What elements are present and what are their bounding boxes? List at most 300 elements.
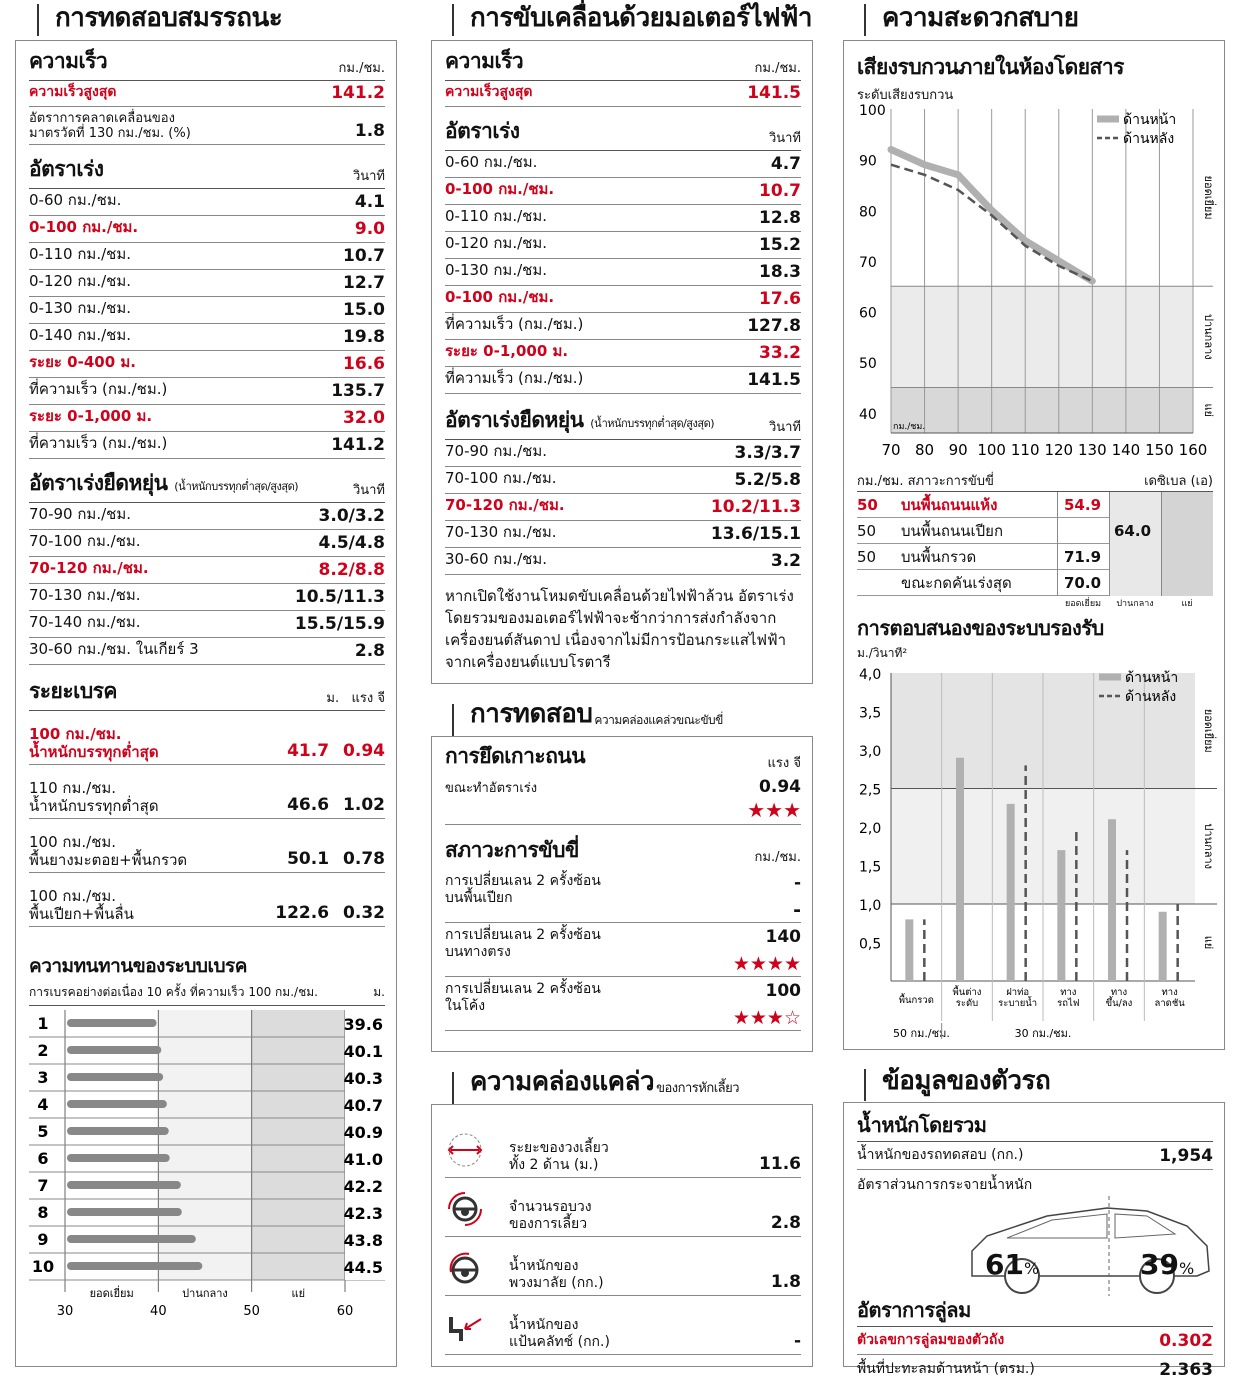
x-tick-label: 140 xyxy=(1111,441,1141,459)
brake-unit-m: ม. xyxy=(326,691,340,706)
y-tick-label: 2,5 xyxy=(859,782,882,799)
data-row xyxy=(29,557,385,584)
legend-rear-label: ด้านหลัง xyxy=(1123,131,1175,147)
speed-unit: กม./ชม. xyxy=(338,61,385,76)
legend-rear-label: ด้านหลัง xyxy=(1125,689,1177,705)
row-label: 0-130 กม./ชม. xyxy=(445,261,547,279)
row-value: 32.0 xyxy=(343,408,385,428)
row-label: 0-120 กม./ชม. xyxy=(445,234,547,252)
category-label: ทาง xyxy=(1110,987,1128,998)
deviation-line-2: มาตรวัดที่ 130 กม./ชม. (%) xyxy=(29,126,191,141)
flex-section-title xyxy=(29,471,385,503)
zone-average xyxy=(891,286,1193,387)
weight-title: น้ำหนักโดยรวม xyxy=(857,1109,1213,1142)
y-tick-label: 60 xyxy=(859,305,877,322)
brake-row-label xyxy=(29,779,159,815)
noise-db-excellent xyxy=(1057,518,1109,544)
zone-label: ยอดเยี่ยม xyxy=(1202,175,1215,220)
performance-box xyxy=(15,40,397,1367)
row-value: 18.3 xyxy=(759,262,801,282)
cond-unit: กม./ชม. xyxy=(754,850,801,865)
brake-speed: 100 กม./ชม. xyxy=(29,725,122,743)
brake-g: 0.94 xyxy=(343,741,385,761)
agility-box xyxy=(431,736,813,1052)
brake-values xyxy=(275,903,385,923)
row-value: 3.0/3.2 xyxy=(318,506,385,526)
x-tick-label: 70 xyxy=(881,441,901,459)
row-value: 10.5/11.3 xyxy=(294,587,385,607)
data-row xyxy=(29,638,385,665)
row-label: ที่ความเร็ว (กม./ชม.) xyxy=(29,380,168,398)
row-value: 141.5 xyxy=(747,370,801,390)
brake-g: 0.78 xyxy=(343,849,385,869)
brake-condition: น้ำหนักบรรทุกต่ำสุด xyxy=(29,797,159,815)
brake-row xyxy=(29,873,385,927)
y-tick-label: 90 xyxy=(859,153,877,170)
cond-stars: ★★★☆ xyxy=(732,1007,801,1029)
noise-h-db: เดซิเบล (เอ) xyxy=(1144,474,1213,489)
brake-run-label: 4 xyxy=(37,1095,49,1114)
weight-rear-pct xyxy=(1140,1248,1194,1281)
endurance-value: 40.9 xyxy=(343,1123,383,1142)
row-value: 4.5/4.8 xyxy=(318,533,385,553)
row-label: 0-130 กม./ชม. xyxy=(29,299,131,317)
cond-label xyxy=(445,981,601,1028)
x-unit-small: กม./ชม. xyxy=(893,422,926,432)
brake-speed: 100 กม./ชม. xyxy=(29,887,117,905)
data-row xyxy=(445,467,801,494)
data-row xyxy=(445,205,801,232)
noise-db-excellent: 54.9 xyxy=(1057,492,1109,518)
weight-value: 1,954 xyxy=(1159,1146,1213,1166)
data-row xyxy=(445,151,801,178)
zone-label: ปานกลาง xyxy=(1202,823,1215,870)
endurance-value: 44.5 xyxy=(343,1258,383,1277)
row-label: ที่ความเร็ว (กม./ชม.) xyxy=(29,434,168,452)
data-row xyxy=(445,286,801,313)
noise-table-header xyxy=(857,470,1213,492)
data-row xyxy=(445,440,801,467)
axis-tick-label: 60 xyxy=(336,1304,354,1319)
grip-value: 0.94 xyxy=(759,777,801,797)
category-label: พื้นกรวด xyxy=(898,995,934,1006)
steer-line-2: พวงมาลัย (กก.) xyxy=(509,1275,604,1291)
brake-run-label: 9 xyxy=(37,1230,49,1249)
e-accel-table xyxy=(445,151,801,394)
noise-cond: บนพื้นถนนแห้ง xyxy=(901,495,998,514)
grip-stars: ★★★ xyxy=(445,798,801,825)
noise-table xyxy=(857,470,1213,610)
steer-line-1: ระยะของวงเลี้ยว xyxy=(509,1140,609,1156)
speed-section-title xyxy=(29,49,385,81)
endurance-value: 41.0 xyxy=(343,1150,383,1169)
zone-label: แย่ xyxy=(1202,935,1215,950)
endurance-bar xyxy=(67,1100,167,1108)
brake-run-label: 8 xyxy=(37,1203,49,1222)
category-label: ระดับ xyxy=(955,998,979,1009)
steer-line-2: ทั้ง 2 ด้าน (ม.) xyxy=(509,1157,599,1173)
steer-label xyxy=(509,1317,794,1351)
noise-h-speed: กม./ชม. xyxy=(857,474,904,489)
x-tick-label: 90 xyxy=(948,441,968,459)
x-tick-label: 160 xyxy=(1178,441,1208,459)
data-row xyxy=(445,313,801,340)
flex-table xyxy=(29,503,385,665)
brake-condition: พื้นยางมะตอย+พื้นกรวด xyxy=(29,851,188,869)
category-label: รถไฟ xyxy=(1057,998,1080,1009)
brake-table xyxy=(29,711,385,927)
brake-values xyxy=(287,849,385,869)
data-row xyxy=(29,611,385,638)
cond-values xyxy=(733,927,801,974)
row-label: 0-60 กม./ชม. xyxy=(29,191,122,209)
row-value: 3.2 xyxy=(770,551,801,571)
weight-row xyxy=(857,1142,1213,1170)
electric-header xyxy=(452,0,812,38)
y-tick-label: 100 xyxy=(859,103,886,119)
row-label: ที่ความเร็ว (กม./ชม.) xyxy=(445,315,584,333)
susp-unit: ม./วินาที² xyxy=(857,646,908,660)
brake-section-title xyxy=(29,679,385,711)
flex-unit: วินาที xyxy=(352,483,385,498)
electric-box xyxy=(431,40,813,684)
endurance-value: 39.6 xyxy=(343,1015,383,1034)
row-value: 135.7 xyxy=(331,381,385,401)
data-row xyxy=(445,521,801,548)
steer-label xyxy=(509,1140,759,1174)
zone-label: ยอดเยี่ยม xyxy=(89,1287,134,1300)
data-row xyxy=(29,216,385,243)
noise-db-average xyxy=(1109,492,1161,518)
x-tick-label: 80 xyxy=(915,441,935,459)
cond-values xyxy=(793,873,801,920)
brake-speed: 100 กม./ชม. xyxy=(29,833,117,851)
brake-speed: 110 กม./ชม. xyxy=(29,779,117,797)
endurance-subtitle-row xyxy=(29,983,385,1006)
row-label: 30-60 กม./ชม. ในเกียร์ 3 xyxy=(29,640,199,658)
brake-unit-g: แรง จี xyxy=(351,691,385,706)
frontal-area-row xyxy=(857,1355,1213,1383)
cond-label xyxy=(445,873,601,920)
brake-run-label: 2 xyxy=(37,1041,49,1060)
brake-run-label: 1 xyxy=(37,1014,49,1033)
x-tick-label: 130 xyxy=(1078,441,1107,459)
steering-weight-icon xyxy=(445,1248,489,1292)
steer-line-1: น้ำหนักของ xyxy=(509,1258,579,1274)
e-speed-unit: กม./ชม. xyxy=(754,61,801,76)
accel-title: อัตราเร่ง xyxy=(29,157,104,181)
endurance-chart xyxy=(29,1006,385,1326)
steering-turns-icon xyxy=(445,1189,489,1233)
endurance-bar xyxy=(67,1181,181,1189)
susp-chart xyxy=(857,663,1213,1048)
brake-row-label xyxy=(29,887,134,923)
cond-label xyxy=(445,927,601,974)
row-value: 33.2 xyxy=(759,343,801,363)
flex-title: อัตราเร่งยืดหยุ่น xyxy=(29,471,168,495)
y-tick-label: 0,5 xyxy=(859,936,882,953)
row-value: 3.3/3.7 xyxy=(734,443,801,463)
speed-title: ความเร็ว xyxy=(29,49,108,73)
data-row xyxy=(29,432,385,459)
data-row xyxy=(29,297,385,324)
top-speed-row xyxy=(29,81,385,107)
steer-row xyxy=(445,1296,801,1355)
cond-line-2: บนทางตรง xyxy=(445,944,511,960)
cd-label: ตัวเลขการลู่ลมของตัวถัง xyxy=(857,1332,1005,1348)
e-top-speed-value: 141.5 xyxy=(747,83,801,103)
noise-table-row xyxy=(857,570,1213,596)
noise-db-poor xyxy=(1161,570,1213,596)
brake-condition: น้ำหนักบรรทุกต่ำสุด xyxy=(29,743,159,761)
noise-footer-spacer xyxy=(857,596,1057,610)
weight-front-value: 61 xyxy=(985,1248,1024,1281)
frontal-area-value: 2.363 xyxy=(1159,1360,1213,1380)
brake-run-label: 10 xyxy=(31,1257,55,1276)
e-flex-table xyxy=(445,440,801,575)
zone-label: ปานกลาง xyxy=(182,1287,228,1300)
data-row xyxy=(29,503,385,530)
accel-table xyxy=(29,189,385,459)
noise-table-header-left xyxy=(857,470,994,491)
steer-value: 1.8 xyxy=(770,1272,801,1292)
data-row xyxy=(29,189,385,216)
weight-rear-value: 39 xyxy=(1140,1248,1179,1281)
data-row xyxy=(445,494,801,521)
noise-footer-label: ยอดเยี่ยม xyxy=(1064,599,1102,609)
e-flex-subtitle: (น้ำหนักบรรทุกต่ำสุด/สูงสุด) xyxy=(590,417,715,430)
brake-row-label xyxy=(29,725,159,761)
endurance-bar xyxy=(67,1073,163,1081)
cond-table xyxy=(445,869,801,1031)
noise-table-footer xyxy=(857,596,1213,610)
steer-label xyxy=(509,1199,771,1233)
row-value: 4.7 xyxy=(770,154,801,174)
cond-row xyxy=(445,923,801,977)
car-illustration xyxy=(857,1196,1213,1298)
row-label: 70-140 กม./ชม. xyxy=(29,613,141,631)
noise-db-excellent: 70.0 xyxy=(1057,570,1109,596)
noise-db-excellent: 71.9 xyxy=(1057,544,1109,570)
data-row xyxy=(29,584,385,611)
grip-unit: แรง จี xyxy=(767,756,801,771)
endurance-bar xyxy=(67,1046,161,1054)
cond-row xyxy=(445,869,801,923)
cd-row xyxy=(857,1327,1213,1355)
speed-label-30: 30 กม./ชม. xyxy=(1014,1027,1072,1040)
weight-label: น้ำหนักของรถทดสอบ (กก.) xyxy=(857,1147,1024,1163)
e-accel-title: อัตราเร่ง xyxy=(445,119,520,143)
endurance-value: 42.3 xyxy=(343,1204,383,1223)
e-flex-section-title xyxy=(445,408,801,440)
clutch-pedal-icon xyxy=(445,1307,489,1351)
row-value: 19.8 xyxy=(343,327,385,347)
e-accel-section-title xyxy=(445,119,801,151)
endurance-bar xyxy=(67,1154,170,1162)
flex-subtitle: (น้ำหนักบรรทุกต่ำสุด/สูงสุด) xyxy=(174,480,299,493)
grip-title: การยึดเกาะถนน xyxy=(445,744,586,768)
agility-header-big: การทดสอบ xyxy=(470,699,593,729)
endurance-unit: ม. xyxy=(373,985,385,999)
steer-row xyxy=(445,1237,801,1296)
brake-g: 0.32 xyxy=(343,903,385,923)
zone-label: แย่ xyxy=(291,1287,306,1300)
axis-tick-label: 50 xyxy=(243,1304,260,1319)
noise-db-average xyxy=(1109,570,1161,596)
row-value: 13.6/15.1 xyxy=(710,524,801,544)
electric-header-text: การขับเคลื่อนด้วยมอเตอร์ไฟฟ้า xyxy=(470,3,813,33)
row-label: 70-90 กม./ชม. xyxy=(29,505,131,523)
steer-header-small: ของการหักเลี้ยว xyxy=(656,1081,740,1096)
brake-run-label: 7 xyxy=(37,1176,49,1195)
steer-row xyxy=(445,1178,801,1237)
vehicle-data-box xyxy=(843,1102,1225,1380)
endurance-value: 42.2 xyxy=(343,1177,383,1196)
data-row xyxy=(29,324,385,351)
row-label: 70-90 กม./ชม. xyxy=(445,442,547,460)
row-value: 10.2/11.3 xyxy=(710,497,801,517)
cond-value: 100 xyxy=(765,981,801,1001)
noise-db-average: 64.0 xyxy=(1109,518,1161,544)
cond-line-2: ในโค้ง xyxy=(445,998,486,1014)
grip-label: ขณะทำอัตราเร่ง xyxy=(445,781,538,796)
cond-line-2: บนพื้นเปียก xyxy=(445,890,513,906)
noise-footer-label: ปานกลาง xyxy=(1116,599,1154,609)
row-value: 16.6 xyxy=(343,354,385,374)
row-label: ระยะ 0-1,000 ม. xyxy=(445,342,569,360)
y-tick-label: 40 xyxy=(859,406,877,423)
noise-speed: 50 xyxy=(857,547,877,566)
brake-run-label: 3 xyxy=(37,1068,49,1087)
cond-stars: - xyxy=(793,899,801,921)
data-row xyxy=(29,243,385,270)
cond-line-1: การเปลี่ยนเลน 2 ครั้งซ้อน xyxy=(445,927,601,943)
performance-header-text: การทดสอบสมรรถนะ xyxy=(55,3,283,33)
row-label: 0-100 กม./ชม. xyxy=(445,288,555,306)
category-label: ลาดชัน xyxy=(1154,998,1185,1009)
vehicle-data-header xyxy=(864,1065,1224,1101)
zone-poor xyxy=(891,387,1193,433)
weight-front-pct-sign: % xyxy=(1023,1259,1040,1278)
y-tick-label: 50 xyxy=(859,356,877,373)
row-label: 70-130 กม./ชม. xyxy=(445,523,557,541)
brake-title: ระยะเบรค xyxy=(29,679,117,703)
brake-values xyxy=(287,741,385,761)
y-tick-label: 2,0 xyxy=(859,821,882,837)
vehicle-data-header-text: ข้อมูลของตัวรถ xyxy=(882,1066,1051,1096)
row-value: 141.2 xyxy=(331,435,385,455)
row-label: ระยะ 0-1,000 ม. xyxy=(29,407,153,425)
row-value: 15.2 xyxy=(759,235,801,255)
data-row xyxy=(29,530,385,557)
cond-value: - xyxy=(793,873,801,893)
susp-title: การตอบสนองของระบบรองรับ xyxy=(857,616,1104,640)
steer-row xyxy=(445,1119,801,1178)
cond-section-title xyxy=(445,837,801,869)
grip-row xyxy=(445,777,801,798)
row-label: 0-120 กม./ชม. xyxy=(29,272,131,290)
x-tick-label: 120 xyxy=(1044,441,1074,459)
cond-title: สภาวะการขับขี่ xyxy=(445,838,579,862)
cond-row xyxy=(445,977,801,1031)
endurance-value: 40.3 xyxy=(343,1069,383,1088)
endurance-bar xyxy=(67,1208,182,1216)
noise-db-average xyxy=(1109,544,1161,570)
x-tick-label: 110 xyxy=(1010,441,1040,459)
cond-line-1: การเปลี่ยนเลน 2 ครั้งซ้อน xyxy=(445,981,601,997)
steer-line-2: ของการเลี้ยว xyxy=(509,1216,588,1232)
data-row xyxy=(29,351,385,378)
row-label: 0-110 กม./ชม. xyxy=(29,245,131,263)
row-label: 30-60 กม./ชม. xyxy=(445,550,547,568)
row-value: 8.2/8.8 xyxy=(318,560,385,580)
brake-values xyxy=(287,795,385,815)
car-icon xyxy=(857,1196,1213,1298)
brake-row xyxy=(29,819,385,873)
noise-table-row xyxy=(857,544,1213,570)
top-speed-value: 141.2 xyxy=(331,83,385,103)
cond-line-1: การเปลี่ยนเลน 2 ครั้งซ้อน xyxy=(445,873,601,889)
endurance-value: 40.1 xyxy=(343,1042,383,1061)
e-speed-title: ความเร็ว xyxy=(445,49,524,73)
weight-dist-label: อัตราส่วนการกระจายน้ำหนัก xyxy=(857,1177,1033,1193)
row-value: 15.0 xyxy=(343,300,385,320)
row-label: 0-100 กม./ชม. xyxy=(445,180,555,198)
speed-label-50: 50 กม./ชม. xyxy=(893,1027,950,1040)
noise-db-poor xyxy=(1161,492,1213,518)
grip-section-title xyxy=(445,743,801,775)
speedo-deviation-row xyxy=(29,107,385,145)
y-tick-label: 1,5 xyxy=(859,859,882,876)
noise-speed: 50 xyxy=(857,495,878,514)
frontal-area-label: พื้นที่ปะทะลมด้านหน้า (ตรม.) xyxy=(857,1361,1035,1377)
endurance-bar xyxy=(67,1019,157,1027)
category-label: ทาง xyxy=(1060,987,1077,998)
turning-circle-icon xyxy=(445,1130,489,1174)
brake-run-label: 6 xyxy=(37,1149,49,1168)
row-value: 9.0 xyxy=(354,219,385,239)
steer-header xyxy=(452,1068,812,1102)
data-row xyxy=(29,405,385,432)
category-label: ระบายน้ำ xyxy=(998,998,1038,1009)
data-row xyxy=(445,367,801,394)
zone-label: ปานกลาง xyxy=(1202,313,1215,360)
accel-section-title xyxy=(29,157,385,189)
noise-cond: บนพื้นกรวด xyxy=(901,547,977,566)
cond-stars: ★★★★ xyxy=(732,953,801,975)
e-flex-unit: วินาที xyxy=(768,420,801,435)
speedo-deviation-label xyxy=(29,111,191,141)
row-label: 70-120 กม./ชม. xyxy=(445,496,565,514)
noise-table-row xyxy=(857,518,1213,544)
cond-value: 140 xyxy=(765,927,801,947)
steer-value: 2.8 xyxy=(770,1213,801,1233)
noise-cond: ขณะกดคันเร่งสุด xyxy=(901,573,1012,592)
steer-value: 11.6 xyxy=(759,1154,801,1174)
brake-g: 1.02 xyxy=(343,795,385,815)
row-label: 0-60 กม./ชม. xyxy=(445,153,538,171)
electric-note: หากเปิดใช้งานโหมดขับเคลื่อนด้วยไฟฟ้าล้วน อัตราเร่งโดยรวมของมอเตอร์ไฟฟ้าจะช้ากว่าการส่งกำลังจากเครื่องยนต์สันดาป เนื่องจากไม่มีการป้อนกระแสไฟฟ้าจากเครื่องยนต์แบบโรตารี xyxy=(445,587,794,671)
axis-tick-label: 40 xyxy=(150,1304,167,1319)
data-row xyxy=(445,259,801,286)
brake-distance: 50.1 xyxy=(287,849,330,869)
y-tick-label: 3,0 xyxy=(859,744,882,760)
noise-db-poor xyxy=(1161,544,1213,570)
endurance-bar xyxy=(67,1235,196,1243)
brake-distance: 122.6 xyxy=(275,903,330,923)
row-label: 70-130 กม./ชม. xyxy=(29,586,141,604)
row-value: 10.7 xyxy=(759,181,801,201)
